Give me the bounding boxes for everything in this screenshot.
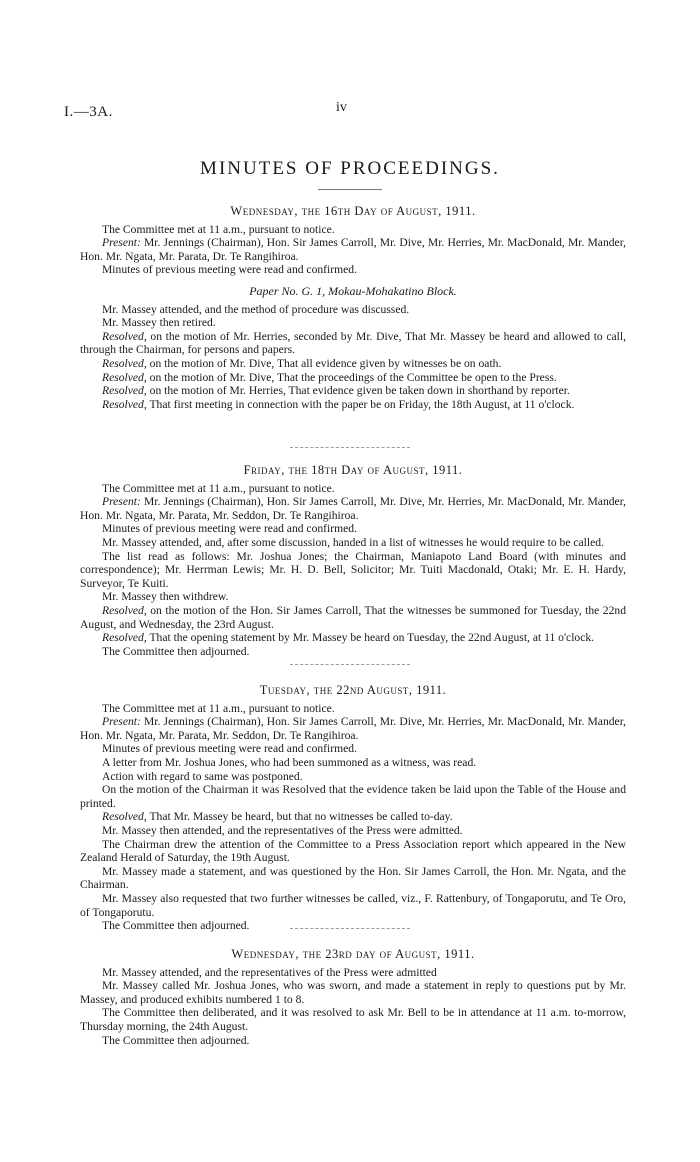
page-number: iv xyxy=(336,100,347,115)
minute-paragraph: Resolved, on the motion of Mr. Dive, That the proceedings of the Committee be open to the Press. xyxy=(102,370,557,384)
meeting-23-august xyxy=(80,948,626,1047)
page-title: MINUTES OF PROCEEDINGS. xyxy=(200,158,500,179)
minute-paragraph: Mr. Massey then withdrew. xyxy=(102,590,229,604)
minute-paragraph: The Committee met at 11 a.m., pursuant to notice. xyxy=(102,222,335,236)
minute-paragraph: Resolved, on the motion of Mr. Dive, That all evidence given by witnesses be on oath. xyxy=(102,356,502,370)
minute-paragraph: The Committee met at 11 a.m., pursuant to notice. xyxy=(102,481,335,495)
document-reference: I.—3A. xyxy=(64,104,113,120)
minute-paragraph: The Chairman drew the attention of the Committee to a Press Association report which appeared in the New Zealand Herald of Saturday, the 19th August. xyxy=(80,837,626,865)
minute-paragraph: A letter from Mr. Joshua Jones, who had been summoned as a witness, was read. xyxy=(102,755,477,769)
section-divider xyxy=(290,447,410,448)
minute-paragraph: The Committee then deliberated, and it was resolved to ask Mr. Bell to be in attendance at 11 a.m. to-morrow, Thursday morning, the 24th August. xyxy=(80,1006,626,1033)
minute-paragraph: Present: Mr. Jennings (Chairman), Hon. Sir James Carroll, Mr. Dive, Mr. Herries, Mr. MacDonald, Mr. Mander, Hon. Mr. Ngata, Mr. Parata, Dr. Te Rangihiroa. xyxy=(80,236,626,263)
minute-paragraph: Minutes of previous meeting were read and confirmed. xyxy=(102,742,357,756)
minute-paragraph: Resolved, That first meeting in connection with the paper be on Friday, the 18th August, at 11 o'clock. xyxy=(102,397,575,411)
paper-subheading: Paper No. G. 1, Mokau-Mohakatino Block. xyxy=(249,283,457,298)
meeting-22-august xyxy=(80,684,626,933)
title-rule xyxy=(318,189,382,190)
minute-paragraph: Mr. Massey also requested that two further witnesses be called, viz., F. Rattenbury, of Tongaporutu, and Te Oro, of Tongaporutu. xyxy=(80,891,626,919)
minute-paragraph: Resolved, on the motion of Mr. Herries, That evidence given be taken down in shorthand by reporter. xyxy=(102,384,570,398)
meeting-18-august xyxy=(80,464,626,658)
minute-paragraph: Present: Mr. Jennings (Chairman), Hon. Sir James Carroll, Mr. Dive, Mr. Herries, Mr. MacDonald, Mr. Mander, Hon. Mr. Ngata, Mr. Parata, Mr. Seddon, Dr. Te Rangihiroa. xyxy=(80,715,626,742)
minute-paragraph: On the motion of the Chairman it was Resolved that the evidence taken be laid upon the Table of the House and printed. xyxy=(80,783,626,810)
minute-paragraph: Mr. Massey made a statement, and was questioned by the Hon. Sir James Carroll, the Hon. Mr. Ngata, and the Chairman. xyxy=(80,864,626,892)
section-divider xyxy=(290,664,410,665)
minute-paragraph: Mr. Massey attended, and the representatives of the Press were admitted xyxy=(102,965,437,979)
meeting-date: Wednesday, the 23rd day of August, 1911. xyxy=(231,947,475,961)
meeting-date: Tuesday, the 22nd August, 1911. xyxy=(259,683,447,697)
minute-paragraph: The Committee then adjourned. xyxy=(102,644,250,658)
minute-paragraph: Mr. Massey then attended, and the representatives of the Press were admitted. xyxy=(102,823,463,837)
minute-paragraph: The Committee then adjourned. xyxy=(102,919,250,933)
minute-paragraph: Mr. Massey attended, and the method of procedure was discussed. xyxy=(102,302,410,316)
minute-paragraph: The list read as follows: Mr. Joshua Jones; the Chairman, Maniapoto Land Board (with minutes and correspondence); Mr. Herrman Lewis; Mr. H. D. Bell, Solicitor; Mr. Tuiti Macdonald, Otaki; Mr. E. H. Hardy, Surveyor, Te Kuiti. xyxy=(80,549,626,590)
minute-paragraph: Minutes of previous meeting were read and confirmed. xyxy=(102,522,357,536)
minute-paragraph: Action with regard to same was postponed. xyxy=(102,769,303,783)
minute-paragraph: Mr. Massey attended, and, after some discussion, handed in a list of witnesses he would require to be called. xyxy=(102,535,604,549)
section-divider xyxy=(290,928,410,929)
minute-paragraph: Resolved, That the opening statement by Mr. Massey be heard on Tuesday, the 22nd August, at 11 o'clock. xyxy=(102,631,595,645)
meeting-16-august xyxy=(80,205,626,411)
minute-paragraph: The Committee then adjourned. xyxy=(102,1033,250,1047)
minute-paragraph: The Committee met at 11 a.m., pursuant to notice. xyxy=(102,701,335,715)
minute-paragraph: Mr. Massey then retired. xyxy=(102,316,216,330)
minute-paragraph: Resolved, on the motion of Mr. Herries, seconded by Mr. Dive, That Mr. Massey be heard and allowed to call, through the Chairman, for persons and papers. xyxy=(80,329,626,357)
minute-paragraph: Resolved, That Mr. Massey be heard, but that no witnesses be called to-day. xyxy=(102,810,453,824)
meeting-date: Wednesday, the 16th Day of August, 1911. xyxy=(230,204,476,218)
minute-paragraph: Resolved, on the motion of the Hon. Sir James Carroll, That the witnesses be summoned for Tuesday, the 22nd August, and Wednesday, the 23rd August. xyxy=(80,603,626,631)
minute-paragraph: Present: Mr. Jennings (Chairman), Hon. Sir James Carroll, Mr. Dive, Mr. Herries, Mr. MacDonald, Mr. Mander, Hon. Mr. Ngata, Mr. Parata, Mr. Seddon, Dr. Te Rangihiroa. xyxy=(80,495,626,522)
minute-paragraph: Mr. Massey called Mr. Joshua Jones, who was sworn, and made a statement in reply to questions put by Mr. Massey, and produced exhibits numbered 1 to 8. xyxy=(80,979,626,1006)
meeting-date: Friday, the 18th Day of August, 1911. xyxy=(243,463,463,477)
minute-paragraph: Minutes of previous meeting were read and confirmed. xyxy=(102,263,357,277)
